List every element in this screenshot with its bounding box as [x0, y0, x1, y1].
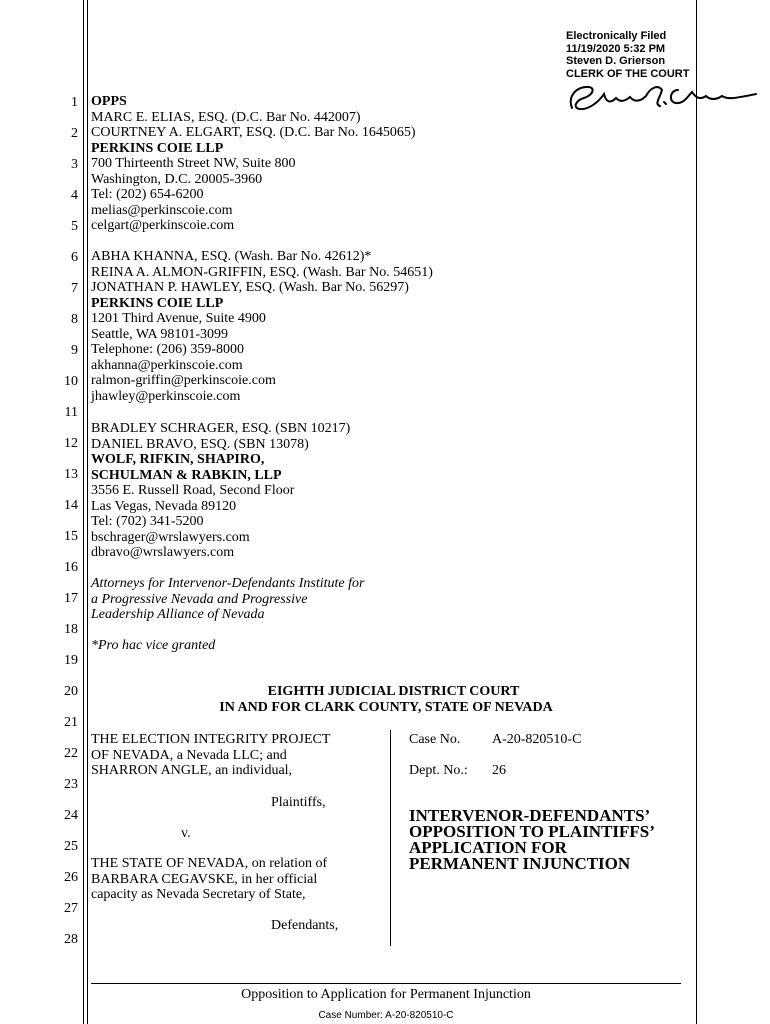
attorney-line: DANIEL BRAVO, ESQ. (SBN 13078) — [91, 436, 309, 452]
document-title-line: OPPOSITION TO PLAINTIFFS’ — [409, 822, 655, 841]
right-margin-rule — [696, 0, 697, 1024]
email-line: melias@perkinscoie.com — [91, 202, 233, 218]
party-line: BARBARA CEGAVSKE, in her official — [91, 871, 318, 887]
attorney-line: MARC E. ELIAS, ESQ. (D.C. Bar No. 442007) — [91, 109, 361, 125]
document-title — [409, 808, 655, 872]
line-number: 26 — [64, 870, 78, 885]
attorneys-for-line: Leadership Alliance of Nevada — [91, 607, 265, 622]
filing-stamp-line: Electronically Filed — [566, 30, 667, 42]
court-jurisdiction: IN AND FOR CLARK COUNTY, STATE OF NEVADA — [219, 700, 553, 715]
line-number: 16 — [64, 560, 78, 575]
defendants-label: Defendants, — [271, 918, 339, 933]
left-margin-rule-inner — [87, 0, 88, 1024]
line-number: 11 — [64, 405, 78, 420]
line-number: 23 — [64, 777, 78, 792]
address-line: Las Vegas, Nevada 89120 — [91, 498, 237, 514]
address-line: Washington, D.C. 20005-3960 — [91, 171, 263, 187]
footer-rule — [91, 983, 681, 984]
filing-stamp — [566, 30, 689, 80]
line-number: 2 — [71, 126, 78, 141]
left-margin-rule-outer — [83, 0, 84, 1024]
filing-stamp-line: 11/19/2020 5:32 PM — [566, 42, 666, 55]
attorneys-for-line: a Progressive Nevada and Progressive — [91, 591, 308, 607]
line-number: 20 — [64, 684, 78, 699]
footer-title: Opposition to Application for Permanent Injunction — [241, 987, 531, 1002]
party-line: capacity as Nevada Secretary of State, — [91, 887, 306, 902]
document-title-line: INTERVENOR-DEFENDANTS’ — [409, 806, 651, 825]
document-title-line: APPLICATION FOR — [409, 838, 567, 857]
line-number: 25 — [64, 839, 78, 854]
address-line: Seattle, WA 98101-3099 — [91, 326, 229, 342]
line-number: 14 — [64, 498, 78, 513]
attorney-line: REINA A. ALMON-GRIFFIN, ESQ. (Wash. Bar No. 54651) — [91, 264, 433, 280]
court-name: EIGHTH JUDICIAL DISTRICT COURT — [267, 684, 520, 699]
dept-number-value: 26 — [492, 763, 506, 778]
party-line: THE ELECTION INTEGRITY PROJECT — [91, 732, 331, 747]
caption-divider — [390, 730, 391, 946]
pro-hac-vice-note: *Pro hac vice granted — [91, 638, 216, 653]
party-line: OF NEVADA, a Nevada LLC; and — [91, 747, 287, 763]
line-number: 18 — [64, 622, 78, 637]
attorney-block-perkins-dc — [91, 94, 416, 234]
attorney-line: ABHA KHANNA, ESQ. (Wash. Bar No. 42612)* — [91, 249, 372, 264]
clerk-signature — [560, 78, 760, 118]
email-line: bschrager@wrslawyers.com — [91, 529, 250, 545]
attorney-line: COURTNEY A. ELGART, ESQ. (D.C. Bar No. 1645065) — [91, 125, 416, 140]
line-number: 7 — [71, 281, 78, 296]
footer-case-number: Case Number: A-20-820510-C — [318, 1010, 454, 1021]
case-number-value: A-20-820510-C — [492, 732, 582, 747]
email-line: jhawley@perkinscoie.com — [91, 388, 241, 404]
phone-line: Tel: (702) 341-5200 — [91, 514, 204, 529]
line-number: 15 — [64, 529, 78, 544]
address-line: 3556 E. Russell Road, Second Floor — [91, 483, 295, 498]
line-number: 13 — [64, 467, 78, 482]
address-line: 700 Thirteenth Street NW, Suite 800 — [91, 156, 296, 171]
phone-line: Telephone: (206) 359-8000 — [91, 342, 244, 357]
dept-number-label: Dept. No.: — [409, 763, 468, 778]
email-line: ralmon-griffin@perkinscoie.com — [91, 373, 276, 388]
email-line: akhanna@perkinscoie.com — [91, 357, 243, 373]
attorney-line: BRADLEY SCHRAGER, ESQ. (SBN 10217) — [91, 421, 351, 436]
attorney-block-perkins-seattle — [91, 249, 433, 404]
firm-name: WOLF, RIFKIN, SHAPIRO, — [91, 452, 265, 467]
defendants-names — [91, 856, 327, 903]
attorneys-for-statement — [91, 576, 364, 623]
line-number: 12 — [64, 436, 78, 451]
line-number: 4 — [71, 188, 78, 203]
line-number: 9 — [71, 343, 78, 358]
line-number: 28 — [64, 932, 78, 947]
party-line: SHARRON ANGLE, an individual, — [91, 763, 293, 778]
plaintiffs-label: Plaintiffs, — [271, 795, 326, 810]
line-number: 10 — [64, 374, 78, 389]
attorneys-for-line: Attorneys for Intervenor-Defendants Institute for — [91, 576, 365, 591]
document-code: OPPS — [91, 94, 127, 109]
email-line: dbravo@wrslawyers.com — [91, 545, 235, 560]
attorney-block-wolf-rifkin — [91, 421, 350, 561]
plaintiffs-names — [91, 732, 330, 779]
filing-stamp-line: CLERK OF THE COURT — [566, 67, 690, 80]
firm-name: PERKINS COIE LLP — [91, 140, 224, 156]
versus-label: v. — [181, 826, 191, 841]
address-line: 1201 Third Avenue, Suite 4900 — [91, 311, 266, 326]
line-number: 22 — [64, 746, 78, 761]
firm-name: PERKINS COIE LLP — [91, 295, 224, 311]
line-number: 8 — [71, 312, 78, 327]
line-number: 27 — [64, 901, 78, 916]
line-number: 17 — [64, 591, 78, 606]
attorney-line: JONATHAN P. HAWLEY, ESQ. (Wash. Bar No. 56297) — [91, 280, 409, 295]
line-number: 21 — [64, 715, 78, 730]
line-number: 24 — [64, 808, 78, 823]
line-number: 1 — [71, 95, 78, 110]
party-line: THE STATE OF NEVADA, on relation of — [91, 856, 328, 871]
line-number: 19 — [64, 653, 78, 668]
firm-name: SCHULMAN & RABKIN, LLP — [91, 467, 282, 483]
phone-line: Tel: (202) 654-6200 — [91, 187, 204, 202]
line-number: 5 — [71, 219, 78, 234]
case-number-label: Case No. — [409, 732, 461, 747]
email-line: celgart@perkinscoie.com — [91, 218, 235, 233]
line-number: 6 — [71, 250, 78, 265]
filing-stamp-line: Steven D. Grierson — [566, 55, 666, 67]
line-number: 3 — [71, 157, 78, 172]
document-title-line: PERMANENT INJUNCTION — [409, 854, 631, 873]
